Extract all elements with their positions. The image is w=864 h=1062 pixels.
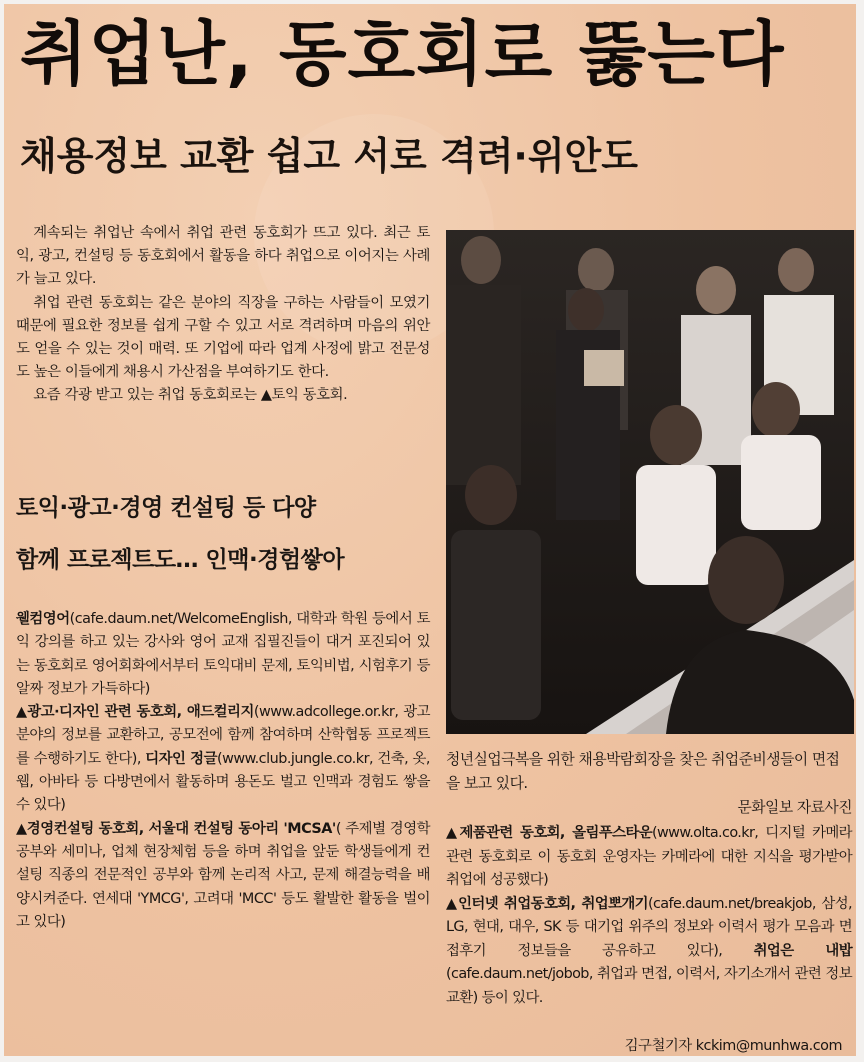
box-head-line2: 함께 프로젝트도… 인맥·경험쌓아 (16, 547, 345, 573)
byline: 김구철기자 kckim@munhwa.com (624, 1038, 842, 1054)
newspaper-clipping (4, 4, 856, 1056)
photo-caption (446, 748, 852, 820)
club-desc: (www.olta.co.kr, 디지털 카메라 관련 동호회로 이 동호회 운영자는 카메라에 대한 지식을 평가받아 취업에 성공했다) (446, 825, 852, 888)
club-name: ▲광고·디자인 관련 동호회, 애드컬리지 (16, 704, 254, 721)
intro-paragraph: 취업 관련 동호회는 같은 분야의 직장을 구하는 사람들이 모였기 때문에 필요한 정보를 쉽게 구할 수 있고 서로 격려하며 마음의 위안도 얻을 수 있는 것이 매력. 또 기업에 따라 업계 사정에 밝고 전문성도 높은 이들에게 채용시 가산점을 부여하기도 한다. (16, 294, 430, 381)
club-desc: (cafe.daum.net/breakjob, 삼성, LG, 현대, 대우, SK 등 대기업 위주의 정보와 이력서 평가 모음과 면접후기 정보들을 공유하고 있다), (446, 895, 852, 959)
club-entry (16, 701, 430, 817)
club-name: ▲경영컨설팅 동호회, 서울대 컨설팅 동아리 'MCSA' (16, 820, 336, 837)
club-desc: (cafe.daum.net/jobob, 취업과 면접, 이력서, 자기소개서 관련 정보 교환) 등이 있다. (446, 966, 852, 1006)
club-name: 취업은 내밥 (753, 942, 852, 959)
club-entry (16, 608, 430, 701)
headline: 취업난, 동호회로 뚫는다 (20, 13, 785, 95)
intro-paragraph: 계속되는 취업난 속에서 취업 관련 동호회가 뜨고 있다. 최근 토익, 광고, 컨설팅 등 동호회에서 활동을 하다 취업으로 이어지는 사례가 늘고 있다. (16, 225, 430, 288)
club-name: 웰컴영어 (16, 611, 70, 627)
intro-paragraph: 요즘 각광 받고 있는 취업 동호회로는 ▲토익 동호회. (33, 387, 348, 404)
box-head-line1: 토익·광고·경영 컨설팅 등 다양 (16, 495, 316, 521)
club-desc: (www.adcollege.or.kr, 광고 분야의 정보를 교환하고, 공모전에 함께 참여하며 산학협동 프로젝트를 수행하기도 한다), (16, 704, 430, 767)
club-name: 디자인 정글 (145, 750, 217, 767)
club-name: ▲인터넷 취업동호회, 취업뽀개기 (446, 895, 648, 912)
club-desc: (www.club.jungle.co.kr, 건축, 옷, 웹, 아바타 등 다방면에서 활동하며 용돈도 벌고 인맥과 경험도 쌓을 수 있다) (16, 750, 430, 814)
club-entry (446, 822, 852, 893)
caption-text: 청년실업극복을 위한 채용박람회장을 찾은 취업준비생들이 면접을 보고 있다. (446, 751, 840, 792)
news-photo (446, 230, 854, 734)
club-desc: ( 주제별 경영학 공부와 세미나, 업체 현장체험 등을 하며 취업을 앞둔 학생들에게 컨설팅 직종의 전문적인 공부와 함께 논리적 사고, 문제 해결능력을 배양시켜준다. 연세대 'YMCG', 고려대 'MCC' 등도 활발한 활동을 벌이고 있다) (16, 820, 431, 930)
left-club-list (16, 608, 430, 934)
club-desc: (cafe.daum.net/WelcomeEnglish, 대학과 학원 등에서 토익 강의를 하고 있는 강사와 영어 교재 집필진들이 대거 포진되어 있는 동호회로 영어회화에서부터 토익대비 문제, 토익비법, 시험후기 등 알짜 정보가 가득하다) (16, 611, 430, 697)
photo-credit: 문화일보 자료사진 (737, 799, 852, 816)
right-club-list (446, 822, 852, 1010)
club-entry (16, 818, 430, 934)
job-fair-photo-illustration (446, 230, 854, 734)
intro-text (16, 222, 430, 408)
subheadline: 채용정보 교환 쉽고 서로 격려·위안도 (20, 134, 638, 178)
club-name: ▲제품관련 동호회, 올림푸스타운 (446, 825, 652, 841)
club-entry (446, 893, 852, 1011)
